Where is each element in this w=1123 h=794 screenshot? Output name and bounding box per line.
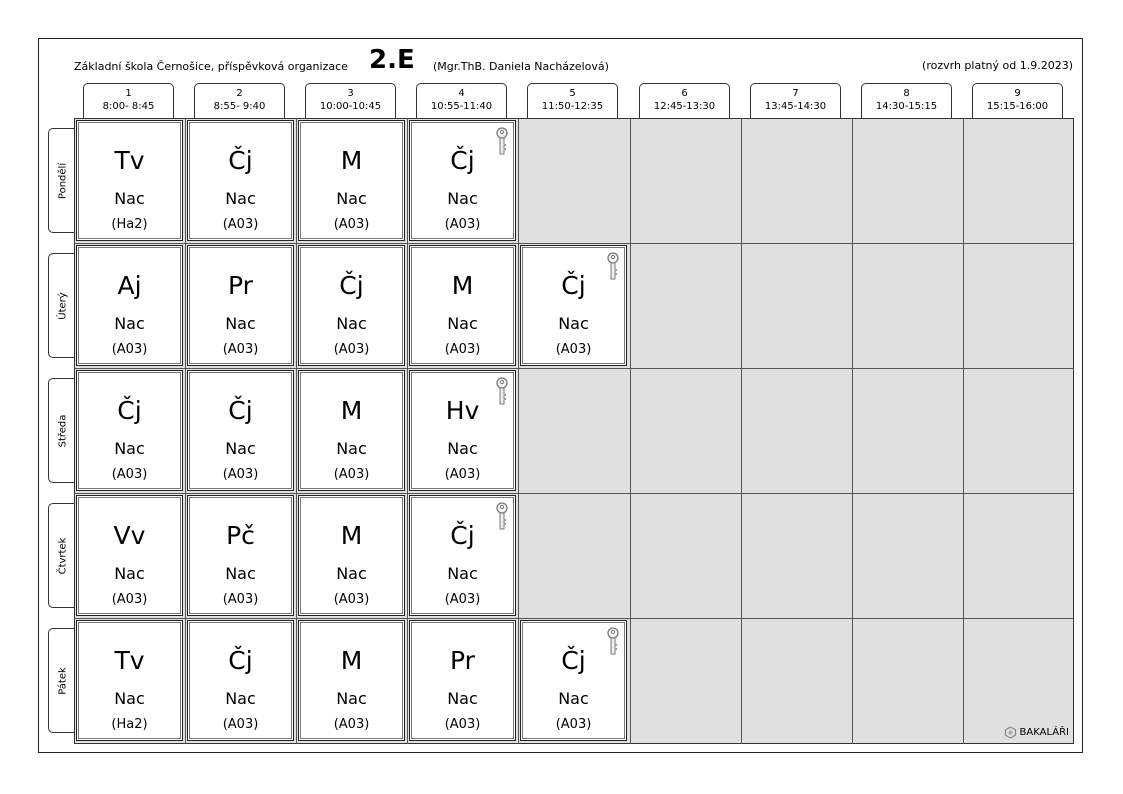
period-number: 9	[1014, 88, 1021, 99]
lesson-teacher: Nac	[225, 189, 256, 208]
period-header-1	[83, 83, 174, 118]
period-time: 14:30-15:15	[875, 101, 938, 112]
period-number: 1	[125, 88, 132, 99]
lesson-room: (A03)	[333, 217, 370, 232]
lesson-teacher: Nac	[336, 439, 367, 458]
lesson-teacher: Nac	[114, 564, 145, 583]
lesson-teacher: Nac	[225, 564, 256, 583]
lesson-subject: Čj	[450, 521, 475, 550]
lesson-cell[interactable]	[409, 620, 516, 741]
lesson-cell[interactable]	[409, 120, 516, 241]
day-label: Čtvrtek	[57, 537, 68, 574]
lesson-room: (Ha2)	[111, 217, 148, 232]
day-label: Středa	[57, 414, 68, 447]
lesson-teacher: Nac	[114, 189, 145, 208]
lesson-cell[interactable]	[76, 245, 183, 366]
period-header-8	[861, 83, 952, 118]
lesson-room: (A03)	[111, 467, 148, 482]
period-header-6	[639, 83, 730, 118]
lesson-room: (Ha2)	[111, 717, 148, 732]
day-header-3	[48, 378, 76, 483]
lesson-teacher: Nac	[114, 439, 145, 458]
grid-row-divider	[74, 493, 1074, 494]
lesson-subject: Čj	[561, 271, 586, 300]
lesson-subject: Pr	[450, 646, 475, 675]
period-header-4	[416, 83, 507, 118]
lesson-teacher: Nac	[447, 439, 478, 458]
lesson-subject: Čj	[339, 271, 364, 300]
lesson-cell[interactable]	[409, 245, 516, 366]
period-time: 12:45-13:30	[653, 101, 716, 112]
day-label: Pátek	[57, 666, 68, 695]
lesson-subject: Čj	[228, 646, 253, 675]
class-teacher: (Mgr.ThB. Daniela Nacházelová)	[433, 60, 609, 73]
lesson-cell[interactable]	[520, 620, 627, 741]
lesson-teacher: Nac	[447, 564, 478, 583]
period-time: 10:55-11:40	[430, 101, 493, 112]
lesson-teacher: Nac	[558, 314, 589, 333]
lesson-teacher: Nac	[114, 689, 145, 708]
lesson-subject: Čj	[117, 396, 142, 425]
period-time: 15:15-16:00	[986, 101, 1049, 112]
day-header-1	[48, 128, 76, 233]
lesson-cell[interactable]	[187, 370, 294, 491]
lesson-teacher: Nac	[336, 564, 367, 583]
lesson-cell[interactable]	[187, 120, 294, 241]
lesson-subject: M	[340, 521, 363, 550]
lesson-room: (A03)	[333, 467, 370, 482]
period-number: 7	[792, 88, 799, 99]
lesson-cell[interactable]	[76, 120, 183, 241]
lesson-subject: Čj	[561, 646, 586, 675]
grid-column-divider	[963, 118, 964, 744]
lesson-subject: Čj	[450, 146, 475, 175]
key-icon	[606, 627, 620, 657]
period-time: 10:00-10:45	[319, 101, 382, 112]
lesson-teacher: Nac	[225, 439, 256, 458]
grid-column-divider	[185, 118, 186, 744]
day-header-5	[48, 628, 76, 733]
period-header-5	[527, 83, 618, 118]
lesson-teacher: Nac	[336, 689, 367, 708]
period-header-2	[194, 83, 285, 118]
lesson-subject: Pr	[228, 271, 253, 300]
period-number: 4	[458, 88, 465, 99]
grid-row-divider	[74, 368, 1074, 369]
key-icon	[495, 127, 509, 157]
lesson-teacher: Nac	[447, 314, 478, 333]
lesson-cell[interactable]	[298, 120, 405, 241]
period-header-9	[972, 83, 1063, 118]
lesson-cell[interactable]	[409, 495, 516, 616]
lesson-cell[interactable]	[298, 245, 405, 366]
bakalari-logo-icon	[1004, 726, 1017, 739]
lesson-cell[interactable]	[409, 370, 516, 491]
grid-row-divider	[74, 618, 1074, 619]
lesson-teacher: Nac	[336, 314, 367, 333]
lesson-teacher: Nac	[114, 314, 145, 333]
period-header-7	[750, 83, 841, 118]
lesson-cell[interactable]	[298, 620, 405, 741]
period-number: 6	[681, 88, 688, 99]
school-name: Základní škola Černošice, příspěvková organizace	[74, 60, 348, 73]
lesson-room: (A03)	[222, 467, 259, 482]
grid-column-divider	[741, 118, 742, 744]
day-label: Pondělí	[57, 162, 68, 199]
lesson-teacher: Nac	[447, 689, 478, 708]
lesson-room: (A03)	[333, 592, 370, 607]
period-time: 8:00- 8:45	[102, 101, 155, 112]
period-header-3	[305, 83, 396, 118]
grid-column-divider	[518, 118, 519, 744]
lesson-cell[interactable]	[187, 620, 294, 741]
lesson-cell[interactable]	[298, 370, 405, 491]
lesson-room: (A03)	[333, 342, 370, 357]
period-number: 5	[569, 88, 576, 99]
lesson-subject: M	[340, 146, 363, 175]
lesson-room: (A03)	[555, 342, 592, 357]
lesson-teacher: Nac	[558, 689, 589, 708]
brand-label: BAKALÁŘI	[1019, 727, 1069, 738]
grid-column-divider	[852, 118, 853, 744]
day-header-4	[48, 503, 76, 608]
lesson-cell[interactable]	[76, 370, 183, 491]
lesson-subject: Hv	[445, 396, 480, 425]
lesson-cell[interactable]	[298, 495, 405, 616]
period-time: 13:45-14:30	[764, 101, 827, 112]
lesson-room: (A03)	[111, 342, 148, 357]
lesson-subject: M	[340, 646, 363, 675]
lesson-cell[interactable]	[520, 245, 627, 366]
lesson-subject: Aj	[117, 271, 142, 300]
day-header-2	[48, 253, 76, 358]
day-label: Úterý	[57, 291, 68, 320]
lesson-room: (A03)	[555, 717, 592, 732]
lesson-room: (A03)	[444, 217, 481, 232]
lesson-room: (A03)	[444, 592, 481, 607]
lesson-room: (A03)	[333, 717, 370, 732]
period-number: 3	[347, 88, 354, 99]
grid-row-divider	[74, 243, 1074, 244]
lesson-cell[interactable]	[187, 245, 294, 366]
lesson-cell[interactable]	[76, 620, 183, 741]
lesson-subject: Pč	[226, 521, 255, 550]
lesson-room: (A03)	[222, 342, 259, 357]
lesson-room: (A03)	[444, 467, 481, 482]
period-number: 8	[903, 88, 910, 99]
brand-footer	[1004, 726, 1069, 739]
key-icon	[495, 377, 509, 407]
grid-column-divider	[407, 118, 408, 744]
validity-note: (rozvrh platný od 1.9.2023)	[922, 59, 1073, 72]
lesson-room: (A03)	[222, 592, 259, 607]
lesson-subject: Tv	[114, 146, 145, 175]
lesson-subject: Vv	[113, 521, 146, 550]
lesson-teacher: Nac	[336, 189, 367, 208]
period-number: 2	[236, 88, 243, 99]
lesson-room: (A03)	[444, 717, 481, 732]
lesson-cell[interactable]	[76, 495, 183, 616]
lesson-teacher: Nac	[225, 689, 256, 708]
period-time: 11:50-12:35	[541, 101, 604, 112]
class-title: 2.E	[369, 45, 415, 75]
lesson-subject: M	[451, 271, 474, 300]
lesson-room: (A03)	[222, 217, 259, 232]
lesson-subject: Čj	[228, 396, 253, 425]
period-time: 8:55- 9:40	[213, 101, 266, 112]
lesson-room: (A03)	[111, 592, 148, 607]
grid-column-divider	[630, 118, 631, 744]
lesson-subject: Tv	[114, 646, 145, 675]
key-icon	[606, 252, 620, 282]
lesson-subject: M	[340, 396, 363, 425]
lesson-subject: Čj	[228, 146, 253, 175]
key-icon	[495, 502, 509, 532]
lesson-room: (A03)	[222, 717, 259, 732]
lesson-teacher: Nac	[225, 314, 256, 333]
lesson-room: (A03)	[444, 342, 481, 357]
lesson-cell[interactable]	[187, 495, 294, 616]
grid-column-divider	[296, 118, 297, 744]
lesson-teacher: Nac	[447, 189, 478, 208]
